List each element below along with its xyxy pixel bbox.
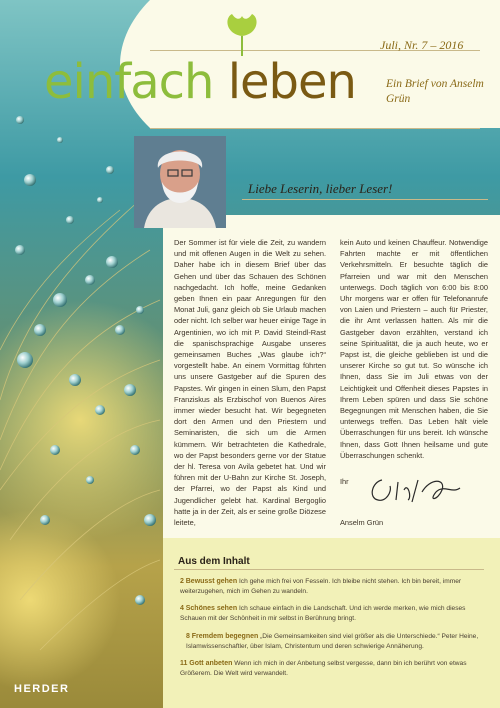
letter-greeting: Liebe Leserin, lieber Leser!	[248, 181, 393, 196]
title-word-einfach: einfach	[44, 54, 214, 110]
issue-label: Juli, Nr. 7 – 2016	[380, 38, 464, 52]
magazine-subtitle: Ein Brief von Anselm Grün	[386, 78, 484, 105]
contents-item[interactable]	[180, 577, 486, 597]
greeting-rule	[242, 199, 488, 200]
contents-item[interactable]	[180, 659, 486, 679]
letter-text-col1: Der Sommer ist für viele die Zeit, zu wandern und mit offenen Augen in die Welt zu sehen. Daher habe ich in diesem Brief über das Gehen und über das Schauen des Schönen nachgedacht. Ich hoffe, meine Gedanken geben Ihnen ein paar Anregungen für den Monat Juli, ganz gleich ob Sie Urlaub machen oder nicht. Ich selber war heuer einige Tage in Argentinien, wo ich mit P. David Steindl-Rast die spanischsprachige Ausgabe unseres gemeinsamen Buches „Was glaube ich?“ vorgestellt habe. An einem Vormittag führten uns unsere Gastgeber auf die Spuren des Papstes. Wir gingen in einen Slum, den Papst Franziskus als Erzbischof von Buenos Aires immer wieder besucht hat. Wir begegneten dort den Armen und den Priestern und Seminaristen, die sich um die Armen kümmern. Wir betrachteten die Kathedrale, wo der Papst besonders gerne vor der Statue der hl. Teresa von Avila gebetet hat. Und wir führen mit der U-Bahn zur Kirche St. Joseph, der Pfarrei, wo der Papst als Kind und Jugendlicher gelebt hat. Kardinal Bergoglio hatte ja in der Zeit, als er seine große Diözese leitete,	[174, 238, 326, 528]
letter-author: Anselm Grün	[340, 518, 384, 527]
contents-item[interactable]	[186, 632, 486, 652]
letter-column-2	[340, 237, 488, 461]
signature-image	[352, 472, 464, 508]
title-word-leben: leben	[227, 54, 356, 110]
contents-item-heading: Fremdem begegnen	[191, 633, 259, 640]
letter-text-col2: kein Auto und keinen Chauffeur. Notwendige Fahrten machte er mit öffentlichen Verkehrsmitteln. Er besuchte täglich die Pfarreien und war mit den Menschen unterwegs. Doch täglich von 6:00 bis 8:00 Uhr morgens war er offen für Telefonanrufe von Laien und Priestern – auch für Priester, die ihr Amt verlassen hatten. Als mir die Gastgeber davon erzählten, verstand ich seine Spiritualität, die ja auch heute, wo er Papst ist, die gleiche geblieben ist und die unserer Kirche so gut tut. So wünsche ich Ihnen, dass Sie im Juli etwas von der Leichtigkeit und Offenheit dieses Papstes in Ihrem Leben spüren und dass Sie schöne Begegnungen mit Menschen haben, die Sie unterwegs treffen. Das Leben hält viele Überraschungen für uns bereit. Ich wünsche Ihnen, dass Gott Ihnen heilsame und gute Überraschungen schenkt.	[340, 238, 488, 460]
contents-item-text: Ich schaue einfach in die Landschaft. Und ich werde merken, wie mich dieses Schauen mit der Schönheit in mir selbst in Berührung bringt.	[180, 605, 466, 622]
contents-title: Aus dem Inhalt	[178, 556, 250, 567]
contents-item-text: Ich gehe mich frei von Fesseln. Ich bleibe nicht stehen. Ich bin bereit, immer weiterzugehen, mich im Gehen zu wandeln.	[180, 578, 462, 595]
publisher-logo: HERDER	[14, 683, 70, 695]
contents-item-text: „Die Gemeinsamkeiten sind viel größer als die Unterschiede.“ Peter Heine, Islamwissenschaftler, über Islam, Christentum und deren schwierige Annäherung.	[186, 633, 479, 650]
contents-item-heading: Schönes sehen	[185, 605, 238, 612]
author-portrait	[134, 136, 226, 228]
contents-rule	[174, 569, 484, 570]
contents-item-heading: Bewusst gehen	[185, 578, 238, 585]
contents-item-page: 11	[180, 660, 188, 667]
contents-item-heading: Gott anbeten	[189, 660, 233, 667]
contents-item[interactable]	[180, 604, 486, 624]
ginkgo-leaf-icon	[222, 12, 262, 58]
letter-closing: Ihr	[340, 477, 349, 486]
contents-item-text: Wenn ich mich in der Anbetung selbst vergesse, dann bin ich berührt von etwas Größerem. Die Welt wird verwandelt.	[180, 660, 467, 677]
masthead-bottom-rule	[150, 128, 480, 129]
contents-item-page: 2	[180, 578, 184, 585]
contents-item-page: 4	[180, 605, 184, 612]
contents-item-page: 8	[186, 633, 190, 640]
letter-column-1	[174, 237, 326, 528]
author-photo-image	[134, 136, 226, 228]
magazine-title	[44, 54, 356, 110]
